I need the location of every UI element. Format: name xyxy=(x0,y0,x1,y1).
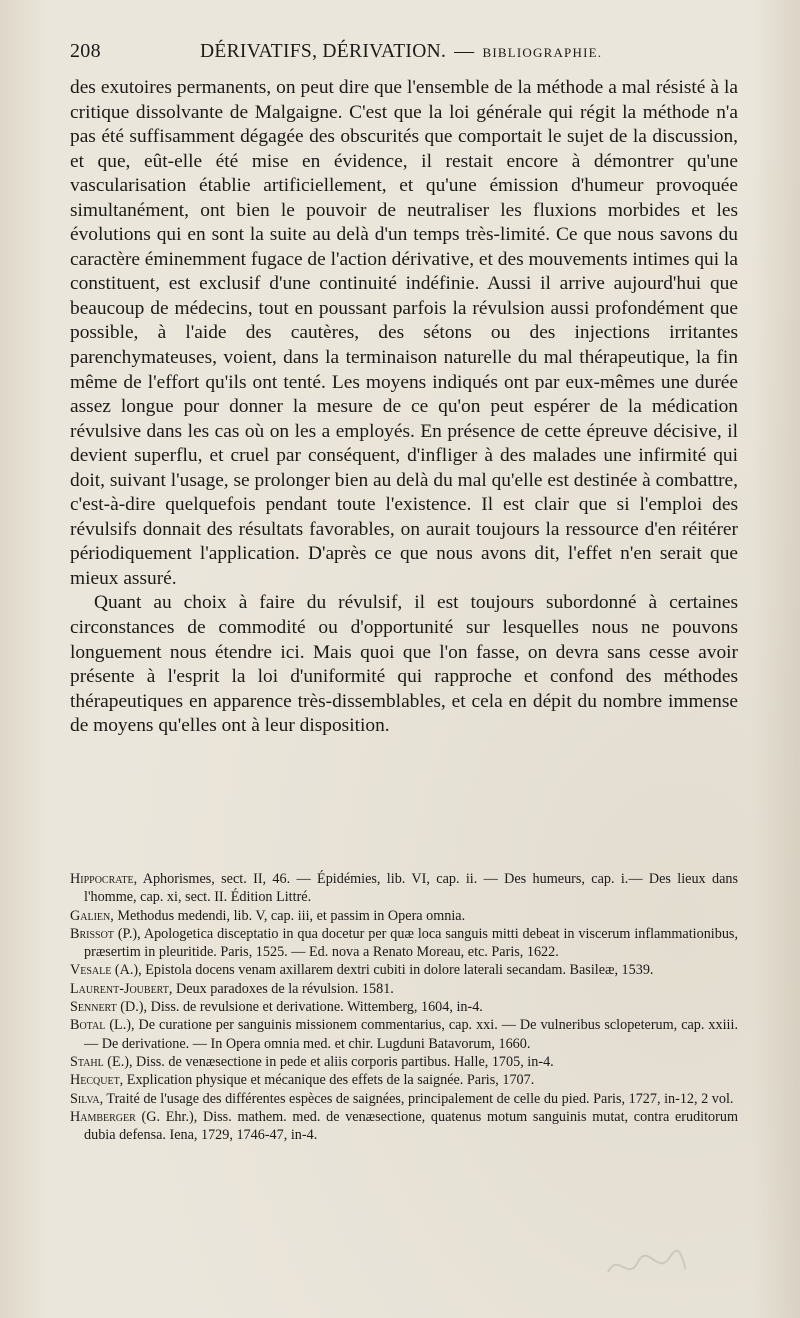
bibliography-text: Aphorismes, sect. II, 46. — Épidémies, lib. VI, cap. ii. — Des humeurs, cap. i.— Des lieux dans l'homme, cap. xi, sect. II. Édition Littré. xyxy=(84,871,738,906)
running-title: DÉRIVATIFS, DÉRIVATION. xyxy=(200,41,447,62)
bibliography-author: Hippocrate, xyxy=(70,871,138,887)
bibliography-author: Stahl xyxy=(70,1053,104,1070)
body-text xyxy=(70,76,738,739)
bibliography-entry xyxy=(70,907,738,925)
section-label: BIBLIOGRAPHIE. xyxy=(482,45,603,60)
bibliography-author: Botal xyxy=(70,1017,106,1034)
bibliography-author: Laurent-Joubert, xyxy=(70,980,173,997)
bibliography-text: Deux paradoxes de la révulsion. 1581. xyxy=(172,980,394,997)
bibliography-text: Traité de l'usage des différentes espèces de saignées, principalement de celle du pied. Paris, 1727, in-12, 2 vol. xyxy=(103,1090,734,1107)
page-number: 208 xyxy=(70,40,101,62)
bibliography-entry xyxy=(70,1090,738,1108)
bibliography-author: Sennert xyxy=(70,999,117,1016)
faded-pencil-mark xyxy=(600,1232,690,1292)
bibliography-entry xyxy=(70,998,738,1016)
bibliography-entry xyxy=(70,1108,738,1145)
bibliography-text: (D.), Diss. de revulsione et derivatione. Wittemberg, 1604, in-4. xyxy=(116,999,483,1016)
bibliography-author: Brissot xyxy=(70,925,114,942)
bibliography-entry xyxy=(70,1053,738,1071)
bibliography-text: (P.), Apologetica disceptatio in qua docetur per quæ loca sanguis mitti debeat in viscerum inflammationibus, præsertim in pleuritide. Paris, 1525. — Ed. nova a Renato Moreau, etc. Paris, 1622. xyxy=(84,925,738,961)
bibliography-entry xyxy=(70,1071,738,1089)
bibliography-author: Hamberger xyxy=(70,1108,136,1125)
bibliography-text: (L.), De curatione per sanguinis missionem commentarius, cap. xxi. — De vulneribus sclopeterum, cap. xxiii. — De derivatione. — In Opera omnia med. et chir. Lugduni Batavorum, 1660. xyxy=(84,1017,738,1052)
bibliography-text: (G. Ehr.), Diss. mathem. med. de venæsectione, quatenus motum sanguinis mutat, contra eruditorum dubia defensa. Iena, 1729, 1746-47, in-4. xyxy=(84,1108,738,1144)
bibliography-text: Explication physique et mécanique des effets de la saignée. Paris, 1707. xyxy=(123,1072,535,1089)
paragraph: Quant au choix à faire du révulsif, il est toujours subordonné à certaines circonstances de commodité ou d'opportunité sur lesquelles nous ne pouvons longuement nous étendre ici. Mais quoi que l'on fasse, on devra sans cesse avoir présente à l'esprit la loi d'uniformité qui rapproche et confond des méthodes thérapeutiques en apparence très-dissemblables, et cela en dépit du nombre immense de moyens qu'elles ont à leur disposition. xyxy=(70,592,738,737)
paragraph: des exutoires permanents, on peut dire que l'ensemble de la méthode a mal résisté à la critique dissolvante de Malgaigne. C'est que la loi générale qui régit la méthode n'a pas été suffisamment dégagée des obscurités que comportait le sujet de la discussion, et que, eût-elle été mise en évidence, il restait encore à démontrer qu'une vascularisation établie artificiellement, et qu'une émission d'humeur provoquée simultanément, ont bien le pouvoir de neutraliser les fluxions morbides et les évolutions qui en sont la suite au delà d'un temps très-limité. Ce que nous savons du caractère éminemment fugace de l'action dérivative, et des mouvements intimes qui la constituent, est exclusif d'une continuité indéfinie. Aussi il arrive aujourd'hui que beaucoup de médecins, tout en poussant parfois la révulsion aussi profondément que possible, à l'aide des cautères, des sétons ou des injections irritantes parenchymateuses, voient, dans la terminaison naturelle du mal thérapeutique, la fin même de l'effort qu'ils ont tenté. Les moyens indiqués ont par eux-mêmes une durée assez longue pour donner la mesure de ce qu'on peut espérer de la médication révulsive dans les cas où on les a employés. En présence de cette épreuve décisive, il devient superflu, et cruel par conséquent, d'infliger à des malades une infirmité qui doit, suivant l'usage, se prolonger bien au delà du mal qu'elle est destinée à combattre, c'est-à-dire quelquefois pendant toute l'existence. Il est clair que si l'emploi des révulsifs donnait des résultats favorables, on aurait toujours la ressource d'en réitérer périodiquement l'application. D'après ce que nous avons dit, l'effet n'en serait que mieux assuré. xyxy=(70,77,738,589)
running-title-separator: — xyxy=(454,40,475,62)
page-header xyxy=(70,40,735,70)
bibliography-author: Galien, xyxy=(70,907,114,924)
bibliography-entry xyxy=(70,1016,738,1053)
bibliography-text: Methodus medendi, lib. V, cap. iii, et passim in Opera omnia. xyxy=(113,907,466,924)
bibliography-entry xyxy=(70,870,738,907)
bibliography-entry xyxy=(70,980,738,998)
bibliography-text: (A.), Epistola docens venam axillarem dextri cubiti in dolore laterali secandam. Basileæ, 1539. xyxy=(111,962,654,979)
bibliography-text: (E.), Diss. de venæsectione in pede et aliis corporis partibus. Halle, 1705, in-4. xyxy=(103,1053,554,1070)
bibliography-author: Vesale xyxy=(70,962,112,979)
bibliography xyxy=(70,870,738,1144)
bibliography-entry xyxy=(70,925,738,962)
bibliography-author: Hecquet, xyxy=(70,1072,124,1089)
bibliography-entry xyxy=(70,961,738,979)
bibliography-author: Silva, xyxy=(70,1090,104,1107)
